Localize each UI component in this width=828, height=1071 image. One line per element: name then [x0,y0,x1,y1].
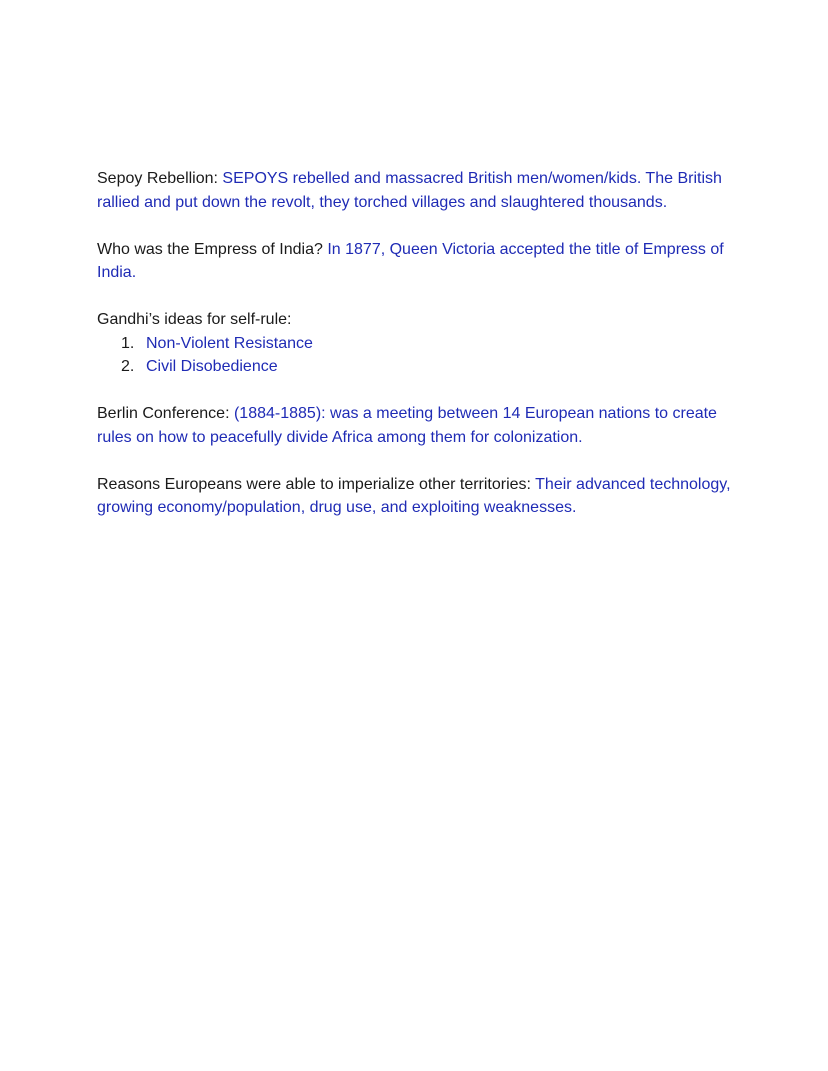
sepoy-rebellion-paragraph [97,167,737,214]
list-item [97,355,737,379]
list-item-text: Non-Violent Resistance [146,334,313,352]
list-item [97,332,737,356]
sepoy-rebellion-label: Sepoy Rebellion: [97,170,223,187]
sepoy-rebellion-answer: SEPOYS rebelled and massacred British men/women/kids. The British rallied and put down the revolt, they torched villages and slaughtered thousands. [97,170,722,211]
list-item-number: 2. [121,358,135,375]
list-item-number: 1. [121,334,135,352]
reasons-paragraph [97,473,737,520]
empress-question-answer: In 1877, Queen Victoria accepted the title of Empress of India. [97,240,724,281]
empress-question-label: Who was the Empress of India? [97,240,328,258]
berlin-conference-answer: (1884-1885): was a meeting between 14 European nations to create rules on how to peacefully divide Africa among them for colonization. [97,405,717,446]
berlin-conference-label: Berlin Conference: [97,405,234,422]
reasons-answer: Their advanced technology, growing economy/population, drug use, and exploiting weaknesses. [97,475,731,516]
document-page [97,167,737,543]
gandhi-label: Gandhi’s ideas for self-rule: [97,311,292,328]
reasons-label: Reasons Europeans were able to imperialize other territories: [97,475,536,493]
gandhi-ideas-list [97,332,737,379]
list-item-text: Civil Disobedience [146,358,278,375]
empress-question-paragraph [97,238,737,285]
berlin-conference-paragraph [97,402,737,449]
gandhi-section [97,308,737,379]
